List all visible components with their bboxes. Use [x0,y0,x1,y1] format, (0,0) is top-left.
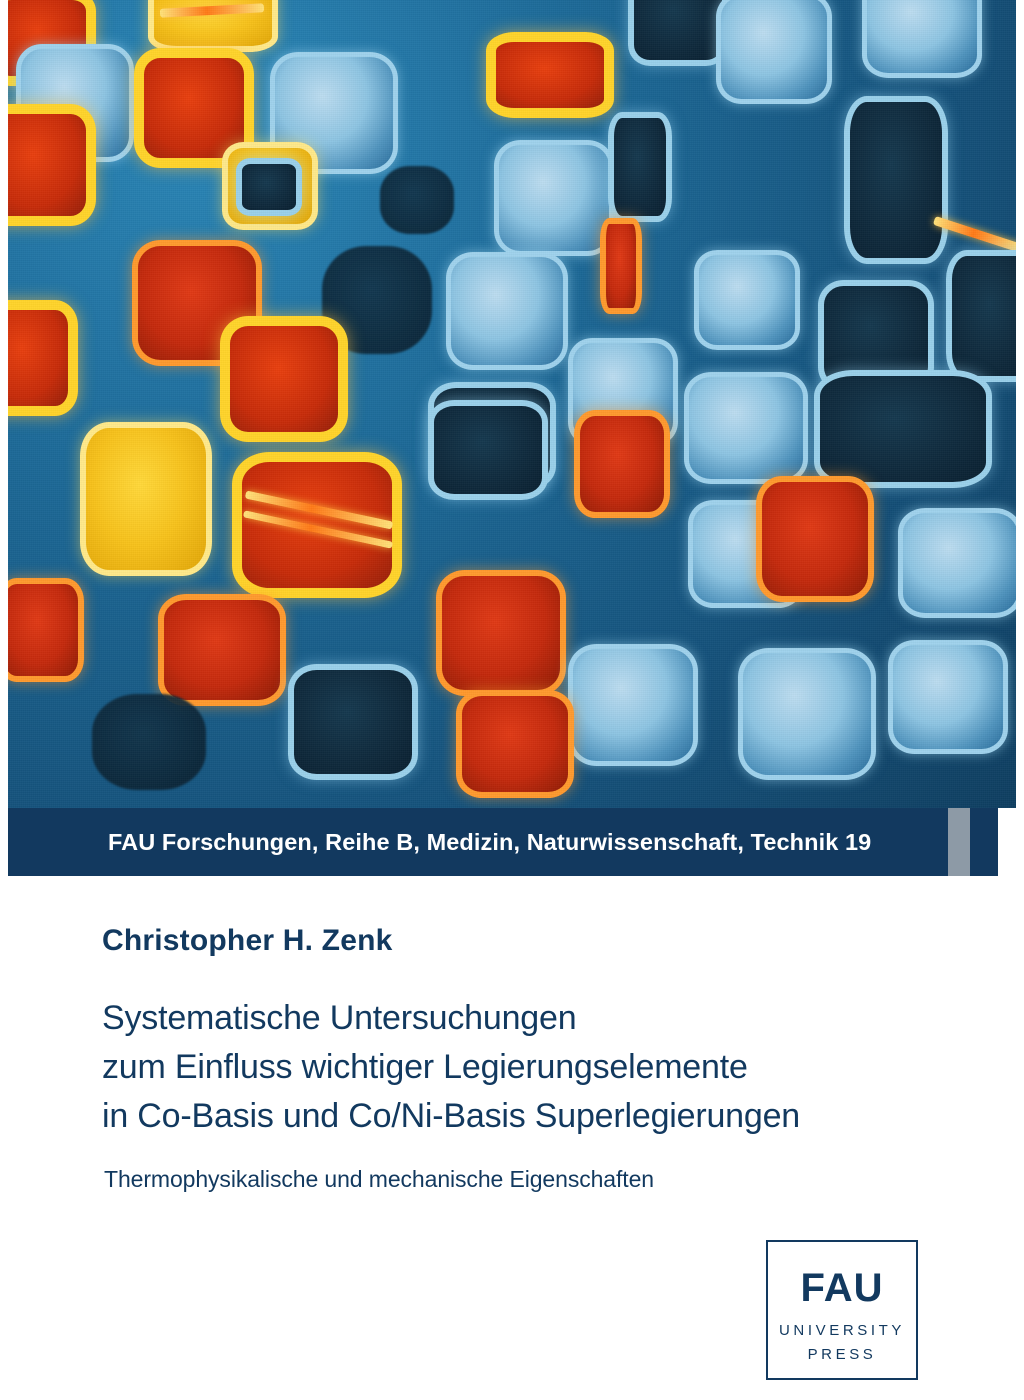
series-bar-accent [948,808,970,876]
fau-university-press-logo [766,1240,918,1380]
series-bar-endcap [998,808,1016,876]
cover-artwork-image [8,0,1016,808]
title-line-2: zum Einfluss wichtiger Legierungselemente [102,1047,748,1086]
series-title: FAU Forschungen, Reihe B, Medizin, Naturwissenschaft, Technik 19 [108,829,872,855]
book-title [102,994,932,1141]
author-name: Christopher H. Zenk [102,924,393,957]
book-subtitle: Thermophysikalische und mechanische Eigenschaften [104,1166,654,1192]
page-edge-right [1016,0,1024,1400]
page-edge-left [0,0,8,1400]
title-line-1: Systematische Untersuchungen [102,999,577,1037]
title-line-3: in Co-Basis und Co/Ni-Basis Superlegierungen [102,1096,801,1135]
series-bar [8,808,1016,876]
fau-logo-line2: PRESS [807,1346,877,1363]
fau-logo-line1: UNIVERSITY [778,1322,905,1339]
artwork-grain-overlay [8,0,1016,808]
fau-logo-mark: FAU [800,1266,884,1310]
